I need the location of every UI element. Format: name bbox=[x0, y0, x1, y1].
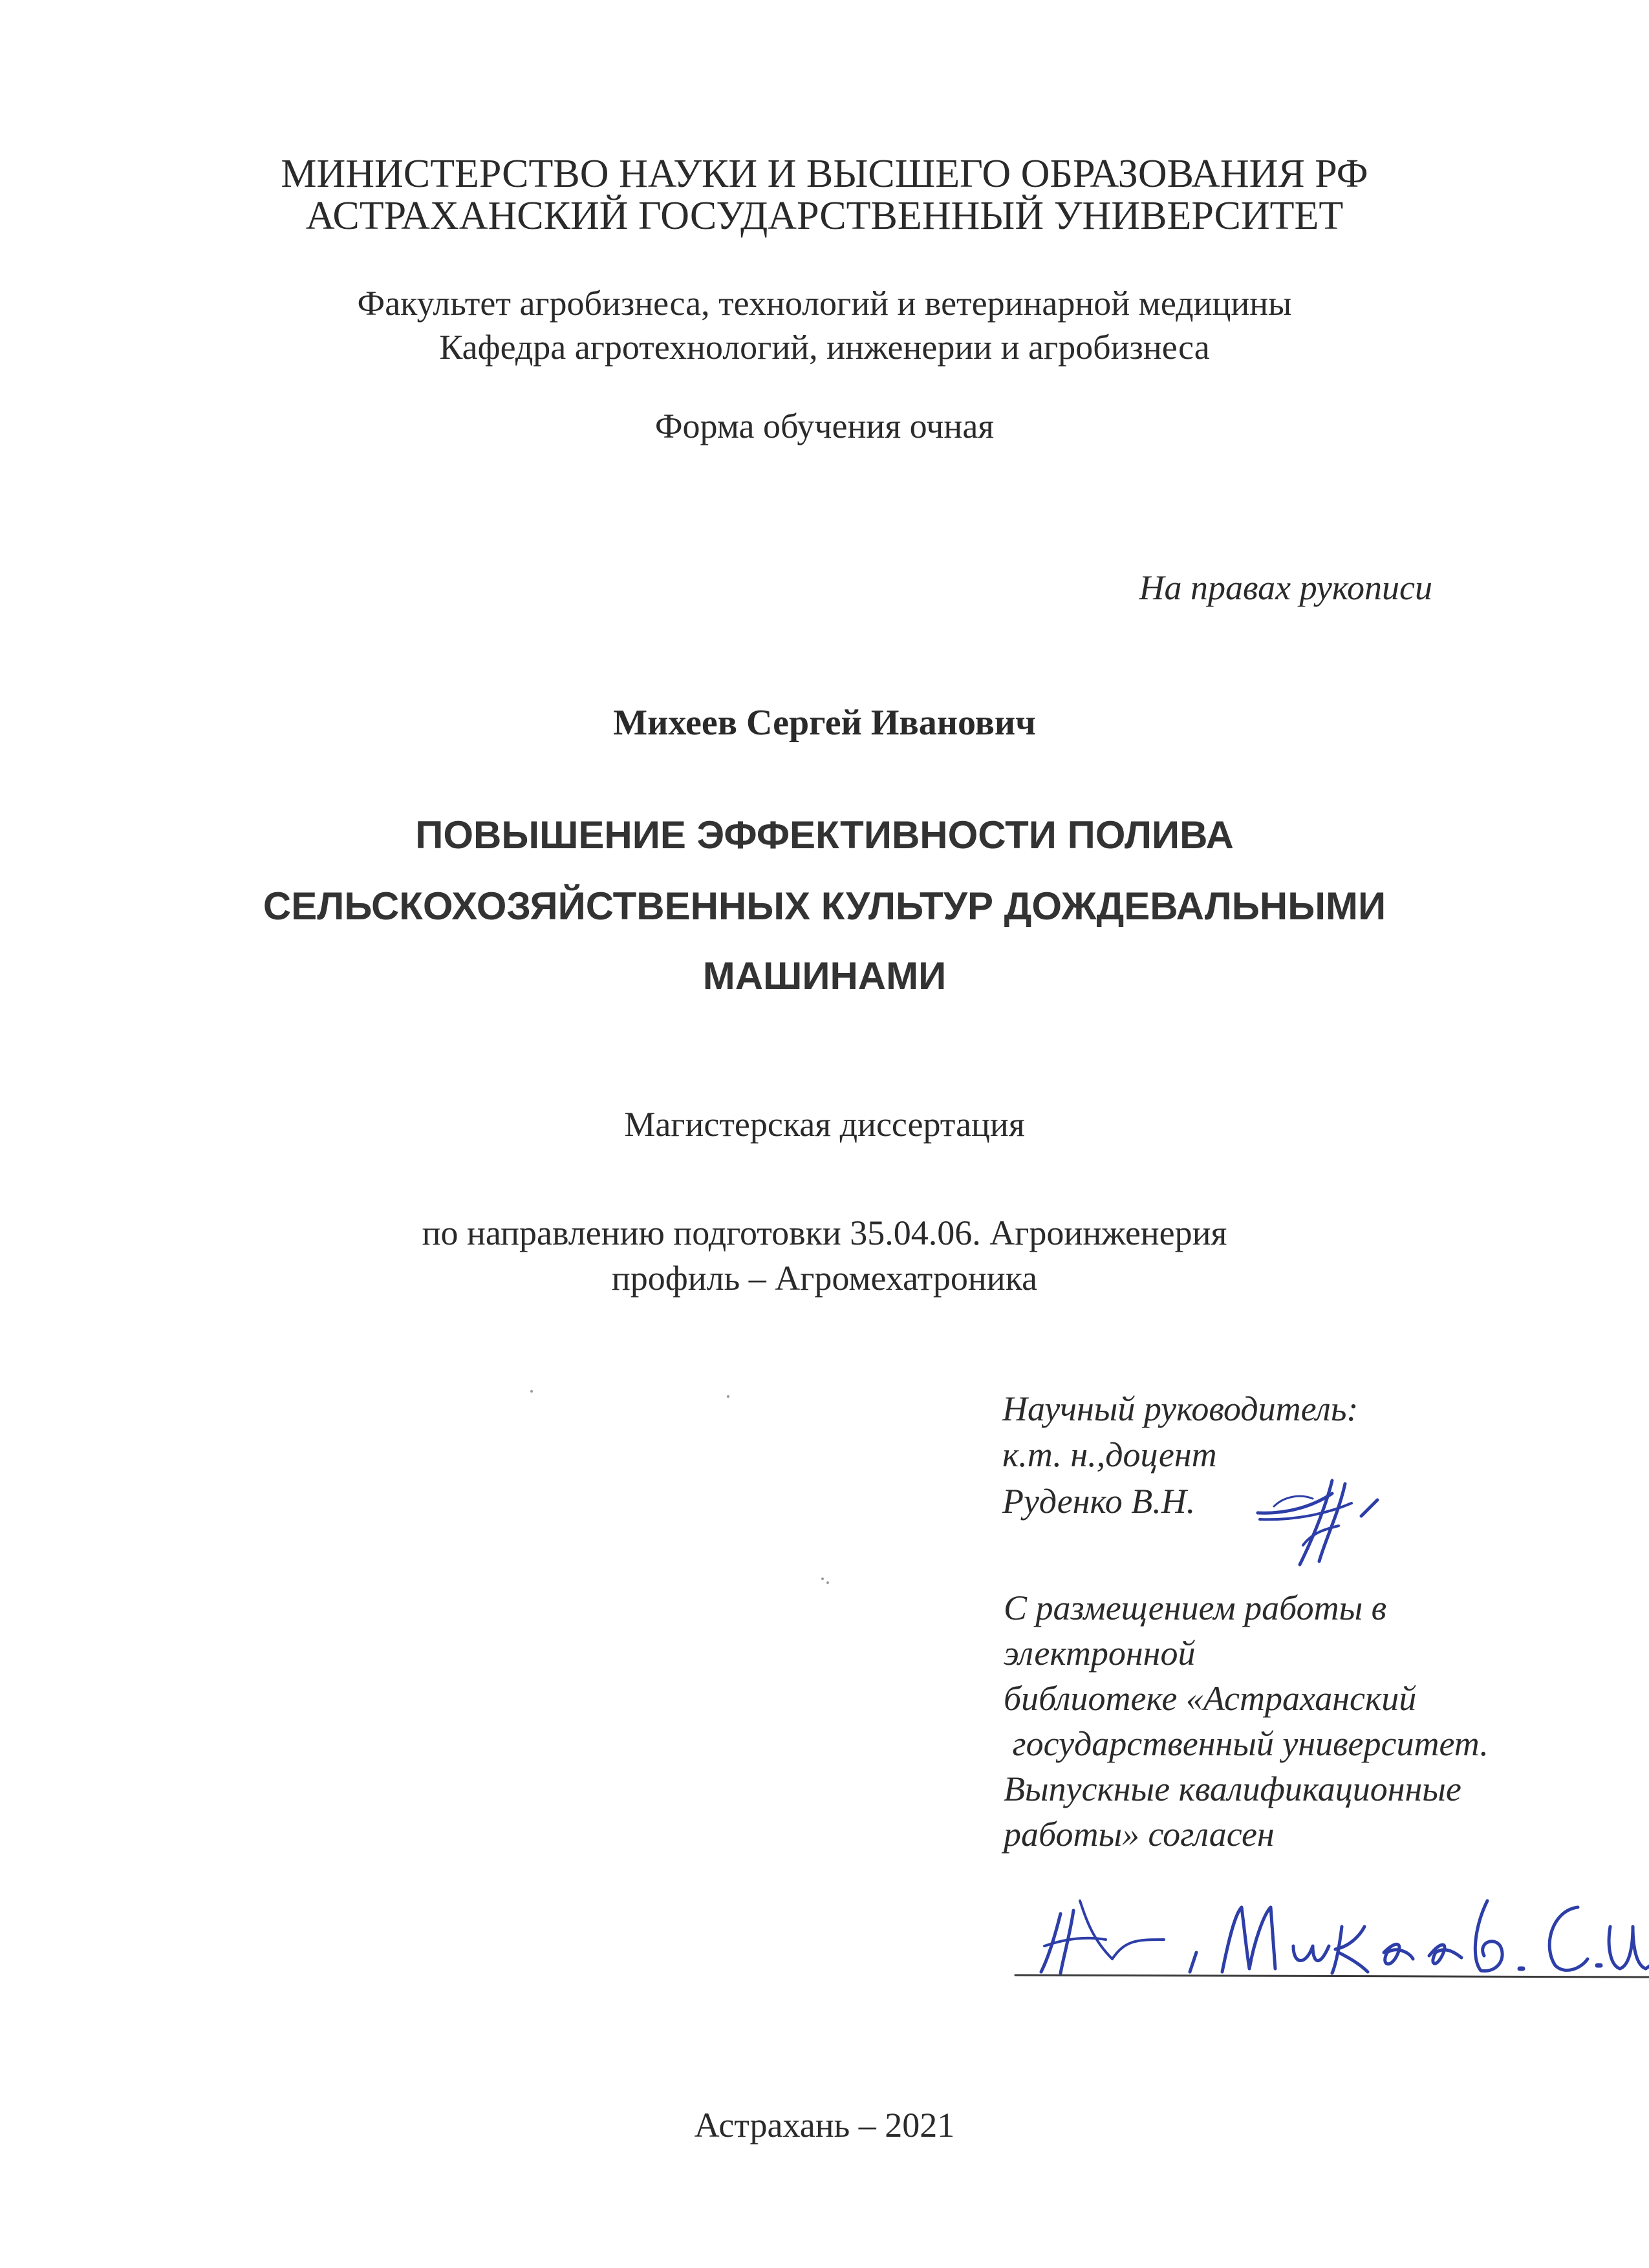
faculty-name: Факультет агробизнеса, технологий и ветеринарной медицины bbox=[357, 284, 1292, 323]
ministry-heading: МИНИСТЕРСТВО НАУКИ И ВЫСШЕГО ОБРАЗОВАНИЯ РФ bbox=[281, 152, 1368, 196]
thesis-title-line-3: МАШИНАМИ bbox=[702, 954, 947, 998]
supervisor-name: Руденко В.Н. bbox=[1002, 1482, 1196, 1521]
study-direction: по направлению подготовки 35.04.06. Агроинженерия bbox=[422, 1214, 1227, 1252]
scan-speck bbox=[530, 1390, 533, 1393]
consent-line-3: библиотеке «Астраханский bbox=[1004, 1679, 1417, 1718]
consent-line-5: Выпускные квалификационные bbox=[1004, 1770, 1461, 1808]
consent-line-4: государственный университет. bbox=[1004, 1724, 1489, 1763]
supervisor-degree: к.т. н.,доцент bbox=[1002, 1435, 1217, 1474]
student-signature bbox=[1009, 1862, 1649, 1991]
study-form: Форма обучения очная bbox=[654, 407, 995, 445]
consent-line-6: работы» согласен bbox=[1004, 1815, 1275, 1854]
city-year: Астрахань – 2021 bbox=[694, 2106, 955, 2145]
supervisor-label: Научный руководитель: bbox=[1002, 1389, 1359, 1428]
scan-speck bbox=[727, 1395, 729, 1398]
department-name: Кафедра агротехнологий, инженерии и агробизнеса bbox=[439, 328, 1210, 367]
supervisor-signature bbox=[1248, 1468, 1403, 1571]
scan-speck bbox=[821, 1578, 824, 1580]
consent-line-1: С размещением работы в bbox=[1004, 1589, 1387, 1627]
thesis-title-line-1: ПОВЫШЕНИЕ ЭФФЕКТИВНОСТИ ПОЛИВА bbox=[415, 813, 1234, 857]
manuscript-note: На правах рукописи bbox=[1139, 568, 1432, 607]
work-type: Магистерская диссертация bbox=[624, 1105, 1025, 1144]
study-profile: профиль – Агромехатроника bbox=[611, 1259, 1038, 1298]
author-name: Михеев Сергей Иванович bbox=[613, 703, 1036, 743]
thesis-title-line-2: СЕЛЬСКОХОЗЯЙСТВЕННЫХ КУЛЬТУР ДОЖДЕВАЛЬНЫМИ bbox=[263, 884, 1386, 928]
consent-line-2: электронной bbox=[1004, 1634, 1196, 1673]
university-heading: АСТРАХАНСКИЙ ГОСУДАРСТВЕННЫЙ УНИВЕРСИТЕТ bbox=[305, 194, 1344, 238]
scan-speck bbox=[826, 1581, 829, 1584]
